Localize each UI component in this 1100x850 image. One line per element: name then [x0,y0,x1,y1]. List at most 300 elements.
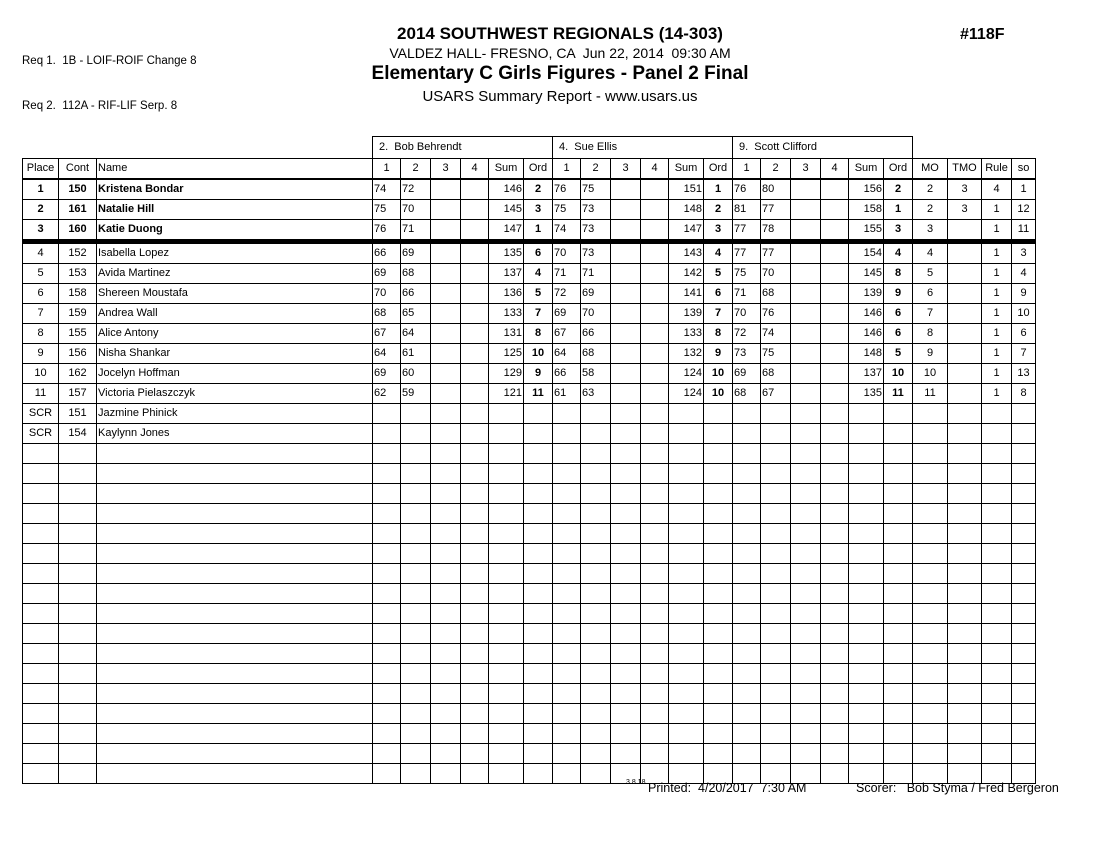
sum-cell [669,444,704,464]
score-cell: 63 [581,384,611,404]
so-cell: 9 [1012,284,1036,304]
score-cell: 77 [761,200,791,220]
score-cell [641,644,669,664]
score-cell [641,404,669,424]
rule-cell: 1 [982,264,1012,284]
score-cell [401,704,431,724]
ord-cell [524,604,553,624]
table-row [23,684,1036,704]
score-cell [641,604,669,624]
ord-cell [884,664,913,684]
score-cell [373,504,401,524]
score-cell: 71 [553,264,581,284]
score-cell [791,604,821,624]
name-cell [97,484,373,504]
place-cell [23,704,59,724]
table-row [23,504,1036,524]
tmo-cell [948,220,982,242]
col-header-score: 2 [761,159,791,180]
heat-number: #118F [960,26,1005,43]
tmo-cell [948,684,982,704]
ord-cell: 10 [704,384,733,404]
ord-cell [704,744,733,764]
score-cell [611,242,641,264]
table-row [23,384,1036,404]
score-cell [373,464,401,484]
so-cell [1012,744,1036,764]
col-header-score: 1 [373,159,401,180]
sum-cell [669,564,704,584]
col-header-tmo: TMO [948,159,982,180]
score-cell [761,664,791,684]
score-cell: 75 [373,200,401,220]
ord-cell: 4 [884,242,913,264]
score-cell [461,764,489,784]
rule-cell [982,464,1012,484]
sum-cell: 132 [669,344,704,364]
score-cell [611,544,641,564]
tmo-cell [948,424,982,444]
so-cell [1012,624,1036,644]
score-cell [733,404,761,424]
ord-cell [524,544,553,564]
score-cell [431,504,461,524]
sum-cell [849,684,884,704]
score-cell [761,744,791,764]
mo-cell [913,744,948,764]
sum-cell: 124 [669,384,704,404]
sum-cell [669,604,704,624]
rule-cell [982,704,1012,724]
mo-cell [913,704,948,724]
col-header-score: 3 [791,159,821,180]
mo-cell: 2 [913,179,948,200]
score-cell [401,544,431,564]
score-cell [431,604,461,624]
score-cell: 62 [373,384,401,404]
col-header-name: Name [97,159,373,180]
score-cell [611,384,641,404]
score-cell [401,464,431,484]
score-cell [461,344,489,364]
place-cell: 10 [23,364,59,384]
score-cell [791,744,821,764]
score-cell [821,764,849,784]
sum-cell [489,524,524,544]
score-cell: 59 [401,384,431,404]
score-cell [373,644,401,664]
cont-cell [59,624,97,644]
score-cell [641,544,669,564]
ord-cell [704,604,733,624]
score-cell [461,504,489,524]
table-row [23,304,1036,324]
so-cell: 6 [1012,324,1036,344]
rule-cell [982,584,1012,604]
score-cell: 73 [581,242,611,264]
sum-cell: 147 [669,220,704,242]
sum-cell: 135 [849,384,884,404]
ord-cell: 9 [884,284,913,304]
score-cell [611,744,641,764]
sum-cell [489,564,524,584]
so-cell: 8 [1012,384,1036,404]
score-cell [553,424,581,444]
ord-cell [524,764,553,784]
place-cell: SCR [23,404,59,424]
ord-cell [524,464,553,484]
ord-cell [884,624,913,644]
score-cell [401,584,431,604]
table-row [23,604,1036,624]
score-cell [761,584,791,604]
cont-cell: 161 [59,200,97,220]
table-row [23,324,1036,344]
sum-cell: 145 [489,200,524,220]
name-cell: Jazmine Phinick [97,404,373,424]
cont-cell: 157 [59,384,97,404]
place-cell: 11 [23,384,59,404]
score-cell [431,364,461,384]
rule-cell [982,724,1012,744]
tmo-cell [948,664,982,684]
place-cell [23,764,59,784]
score-cell [373,604,401,624]
table-row [23,424,1036,444]
score-cell: 78 [761,220,791,242]
ord-cell [524,564,553,584]
name-cell [97,624,373,644]
score-cell [791,644,821,664]
score-cell: 61 [401,344,431,364]
score-cell [581,444,611,464]
cont-cell: 158 [59,284,97,304]
place-cell [23,584,59,604]
score-cell [791,524,821,544]
score-cell [373,424,401,444]
tmo-cell [948,604,982,624]
name-cell [97,644,373,664]
printed-timestamp: Printed: 4/20/2017 7:30 AM [648,781,807,795]
ord-cell: 8 [704,324,733,344]
ord-cell [704,724,733,744]
sum-cell [489,544,524,564]
score-cell [553,644,581,664]
score-cell [581,524,611,544]
score-cell [431,220,461,242]
score-cell [821,464,849,484]
place-cell [23,644,59,664]
mo-cell: 6 [913,284,948,304]
score-cell [431,404,461,424]
sum-cell [849,664,884,684]
sum-cell [489,484,524,504]
score-cell [641,220,669,242]
score-cell [821,624,849,644]
mo-cell: 8 [913,324,948,344]
sum-cell: 146 [849,324,884,344]
name-cell [97,544,373,564]
score-cell: 75 [553,200,581,220]
score-cell: 70 [373,284,401,304]
score-cell [611,624,641,644]
score-cell [821,704,849,724]
score-cell [821,604,849,624]
mo-cell: 5 [913,264,948,284]
score-cell [401,724,431,744]
rule-cell: 1 [982,324,1012,344]
score-cell: 64 [373,344,401,364]
score-cell [431,484,461,504]
so-cell [1012,644,1036,664]
place-cell [23,504,59,524]
tmo-cell [948,284,982,304]
rule-cell [982,664,1012,684]
score-cell [373,544,401,564]
rule-cell [982,444,1012,464]
score-cell [461,304,489,324]
score-cell [821,664,849,684]
sum-cell [669,544,704,564]
score-cell [461,544,489,564]
tmo-cell [948,744,982,764]
score-cell [821,179,849,200]
score-cell [401,524,431,544]
ord-cell [884,464,913,484]
venue-date-line: VALDEZ HALL- FRESNO, CA Jun 22, 2014 09:30 AM [389,45,731,61]
table-row [23,444,1036,464]
score-cell [821,424,849,444]
place-cell: 8 [23,324,59,344]
place-cell [23,524,59,544]
rule-cell: 1 [982,220,1012,242]
ord-cell: 10 [884,364,913,384]
score-cell [431,324,461,344]
score-cell [641,664,669,684]
col-header-score: 4 [641,159,669,180]
score-cell [581,404,611,424]
score-cell [553,664,581,684]
table-header-row [23,159,1036,180]
score-cell: 77 [733,220,761,242]
score-cell [431,200,461,220]
score-cell [431,684,461,704]
score-cell [461,220,489,242]
score-cell [791,544,821,564]
score-cell [733,724,761,744]
score-cell [791,404,821,424]
col-header-sum: Sum [849,159,884,180]
score-cell [791,664,821,684]
score-cell [461,684,489,704]
score-cell [821,264,849,284]
table-row [23,464,1036,484]
score-cell [611,444,641,464]
score-cell [553,444,581,464]
table-row [23,744,1036,764]
score-cell [641,724,669,744]
score-cell [611,304,641,324]
name-cell [97,584,373,604]
tmo-cell [948,524,982,544]
cont-cell [59,704,97,724]
ord-cell: 1 [884,200,913,220]
tmo-cell: 3 [948,179,982,200]
place-cell: 1 [23,179,59,200]
score-cell [611,704,641,724]
score-cell [641,424,669,444]
sum-cell: 146 [489,179,524,200]
ord-cell [884,564,913,584]
score-cell [553,704,581,724]
sum-cell: 125 [489,344,524,364]
score-cell [821,524,849,544]
so-cell [1012,404,1036,424]
sum-cell [669,624,704,644]
score-cell [733,744,761,764]
score-cell [373,744,401,764]
sum-cell [489,604,524,624]
score-cell [761,524,791,544]
table-row [23,284,1036,304]
col-header-so: so [1012,159,1036,180]
score-cell [373,684,401,704]
score-cell [431,284,461,304]
score-cell [461,604,489,624]
sum-cell [489,444,524,464]
name-cell: Andrea Wall [97,304,373,324]
score-cell [461,564,489,584]
mo-cell: 2 [913,200,948,220]
score-cell [611,200,641,220]
score-cell [611,604,641,624]
name-cell: Natalie Hill [97,200,373,220]
ord-cell [884,524,913,544]
score-cell: 67 [373,324,401,344]
score-cell [373,404,401,424]
score-cell: 68 [373,304,401,324]
score-cell [641,284,669,304]
score-cell [581,584,611,604]
sum-cell: 129 [489,364,524,384]
so-cell [1012,444,1036,464]
ord-cell [704,444,733,464]
score-cell [401,604,431,624]
tmo-cell [948,584,982,604]
score-cell: 70 [401,200,431,220]
score-cell [821,242,849,264]
so-cell: 11 [1012,220,1036,242]
score-cell: 73 [581,220,611,242]
col-header-place: Place [23,159,59,180]
place-cell: 6 [23,284,59,304]
score-cell [431,242,461,264]
score-cell [611,264,641,284]
score-cell [761,424,791,444]
table-row [23,564,1036,584]
score-cell: 69 [401,242,431,264]
sum-cell [489,664,524,684]
cont-cell [59,504,97,524]
score-cell: 74 [761,324,791,344]
ord-cell [524,504,553,524]
sum-cell [669,484,704,504]
col-header-ord: Ord [524,159,553,180]
place-cell [23,604,59,624]
sum-cell [669,684,704,704]
sum-cell [849,604,884,624]
score-cell [641,364,669,384]
sum-cell: 142 [669,264,704,284]
col-header-cont: Cont [59,159,97,180]
scorer-credit: Scorer: Bob Styma / Fred Bergeron [856,781,1059,795]
score-cell [761,564,791,584]
score-cell [553,564,581,584]
score-cell [791,179,821,200]
ord-cell [884,604,913,624]
score-cell [641,624,669,644]
cont-cell [59,644,97,664]
score-cell [581,684,611,704]
score-cell [431,624,461,644]
col-header-score: 4 [461,159,489,180]
sum-cell [669,504,704,524]
score-cell: 66 [581,324,611,344]
score-cell [373,444,401,464]
score-cell [431,764,461,784]
sum-cell: 139 [849,284,884,304]
score-cell [821,584,849,604]
score-cell [791,444,821,464]
cont-cell: 160 [59,220,97,242]
mo-cell [913,624,948,644]
so-cell [1012,544,1036,564]
rule-cell [982,644,1012,664]
ord-cell [524,724,553,744]
name-cell: Victoria Pielaszczyk [97,384,373,404]
score-cell [461,200,489,220]
mo-cell [913,664,948,684]
col-header-sum: Sum [669,159,704,180]
score-cell [581,464,611,484]
sum-cell [669,524,704,544]
ord-cell [704,524,733,544]
score-cell [431,264,461,284]
name-cell [97,664,373,684]
score-cell [431,464,461,484]
sum-cell: 158 [849,200,884,220]
sum-cell: 156 [849,179,884,200]
score-cell: 77 [761,242,791,264]
mo-cell: 7 [913,304,948,324]
sum-cell [489,624,524,644]
rule-cell [982,564,1012,584]
score-cell: 75 [761,344,791,364]
place-cell [23,464,59,484]
so-cell [1012,524,1036,544]
name-cell [97,704,373,724]
tmo-cell [948,724,982,744]
sum-cell: 139 [669,304,704,324]
name-cell: Avida Martinez [97,264,373,284]
score-cell [821,724,849,744]
sum-cell [669,664,704,684]
col-header-sum: Sum [489,159,524,180]
score-cell [641,304,669,324]
score-cell [733,684,761,704]
sum-cell: 151 [669,179,704,200]
place-cell [23,684,59,704]
